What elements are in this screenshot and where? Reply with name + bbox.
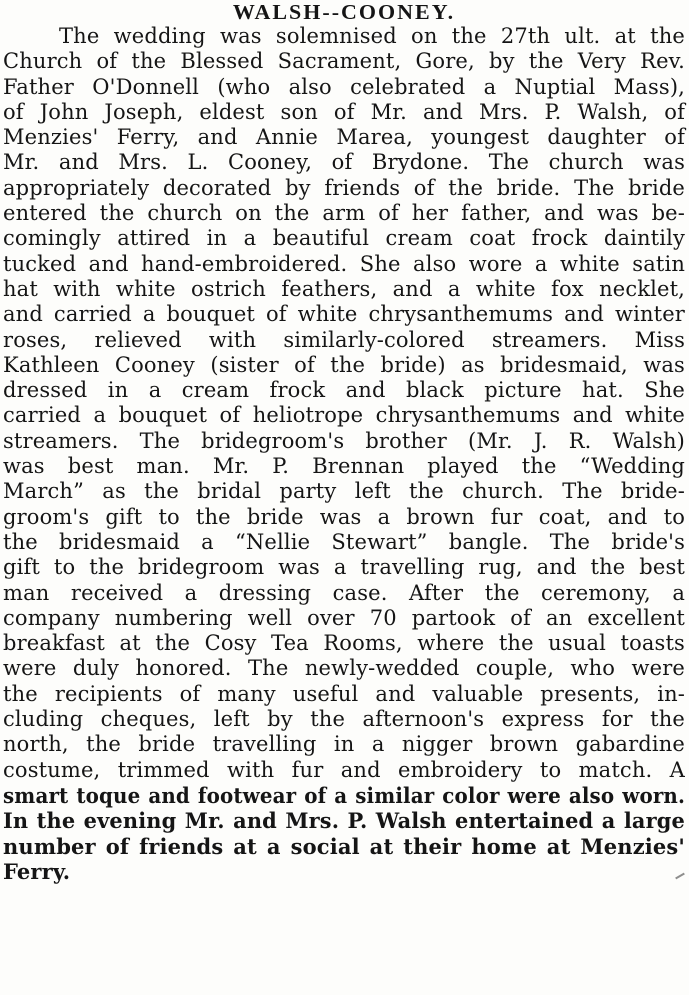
article-line: company numbering well over 70 partook of an excellent [3, 605, 685, 630]
article-line: dressed in a cream frock and black picture hat. She [3, 378, 685, 403]
article-line: the recipients of many useful and valuable presents, in- [3, 681, 685, 706]
article-line: carried a bouquet of heliotrope chrysanthemums and white [3, 403, 685, 428]
article-line: number of friends at a social at their home at Menzies' [3, 833, 685, 859]
article-line: north, the bride travelling in a nigger brown gabardine [3, 732, 685, 757]
article-line: cluding cheques, left by the afternoon's express for the [3, 707, 685, 732]
article-line: Mr. and Mrs. L. Cooney, of Brydone. The church was [3, 150, 685, 175]
article-line: and carried a bouquet of white chrysanthemums and winter [3, 302, 685, 327]
article-body [3, 24, 685, 884]
article-line: gift to the bridegroom was a travelling rug, and the best [3, 555, 685, 580]
article-line: groom's gift to the bride was a brown fur coat, and to [3, 504, 685, 529]
article-line: The wedding was solemnised on the 27th ult. at the [59, 24, 685, 48]
article-line: comingly attired in a beautiful cream coat frock daintily [3, 226, 685, 251]
article-line: costume, trimmed with fur and embroidery to match. A [3, 757, 685, 782]
article-line: Menzies' Ferry, and Annie Marea, youngest daughter of [3, 125, 685, 150]
article-line: breakfast at the Cosy Tea Rooms, where the usual toasts [3, 631, 685, 656]
article-line: entered the church on the arm of her father, and was be- [3, 201, 685, 226]
article-line: roses, relieved with similarly-colored streamers. Miss [3, 327, 685, 352]
article-line: Father O'Donnell (who also celebrated a Nuptial Mass), [3, 74, 685, 99]
article-line: Church of the Blessed Sacrament, Gore, by the Very Rev. [3, 49, 685, 74]
article-line: March” as the bridal party left the church. The bride- [3, 479, 685, 504]
article-line: Ferry. [3, 858, 71, 884]
article-headline: WALSH--COONEY. [232, 0, 456, 24]
article-line: appropriately decorated by friends of the bride. The bride [3, 175, 685, 200]
article-line: was best man. Mr. P. Brennan played the “Wedding [3, 454, 685, 479]
article-line: the bridesmaid a “Nellie Stewart” bangle. The bride's [3, 529, 685, 554]
article-line: In the evening Mr. and Mrs. P. Walsh entertained a large [3, 808, 685, 834]
article-line: were duly honored. The newly-wedded couple, who were [3, 656, 685, 681]
article-line: of John Joseph, eldest son of Mr. and Mrs. P. Walsh, of [3, 99, 685, 124]
article-line: tucked and hand-embroidered. She also wore a white satin [3, 251, 685, 276]
article-line: man received a dressing case. After the ceremony, a [3, 580, 685, 605]
article-line: Kathleen Cooney (sister of the bride) as bridesmaid, was [3, 352, 685, 377]
article-line: streamers. The bridegroom's brother (Mr. J. R. Walsh) [3, 428, 685, 453]
article-line: smart toque and footwear of a similar color were also worn. [3, 782, 686, 808]
article-line: hat with white ostrich feathers, and a white fox necklet, [3, 276, 685, 301]
